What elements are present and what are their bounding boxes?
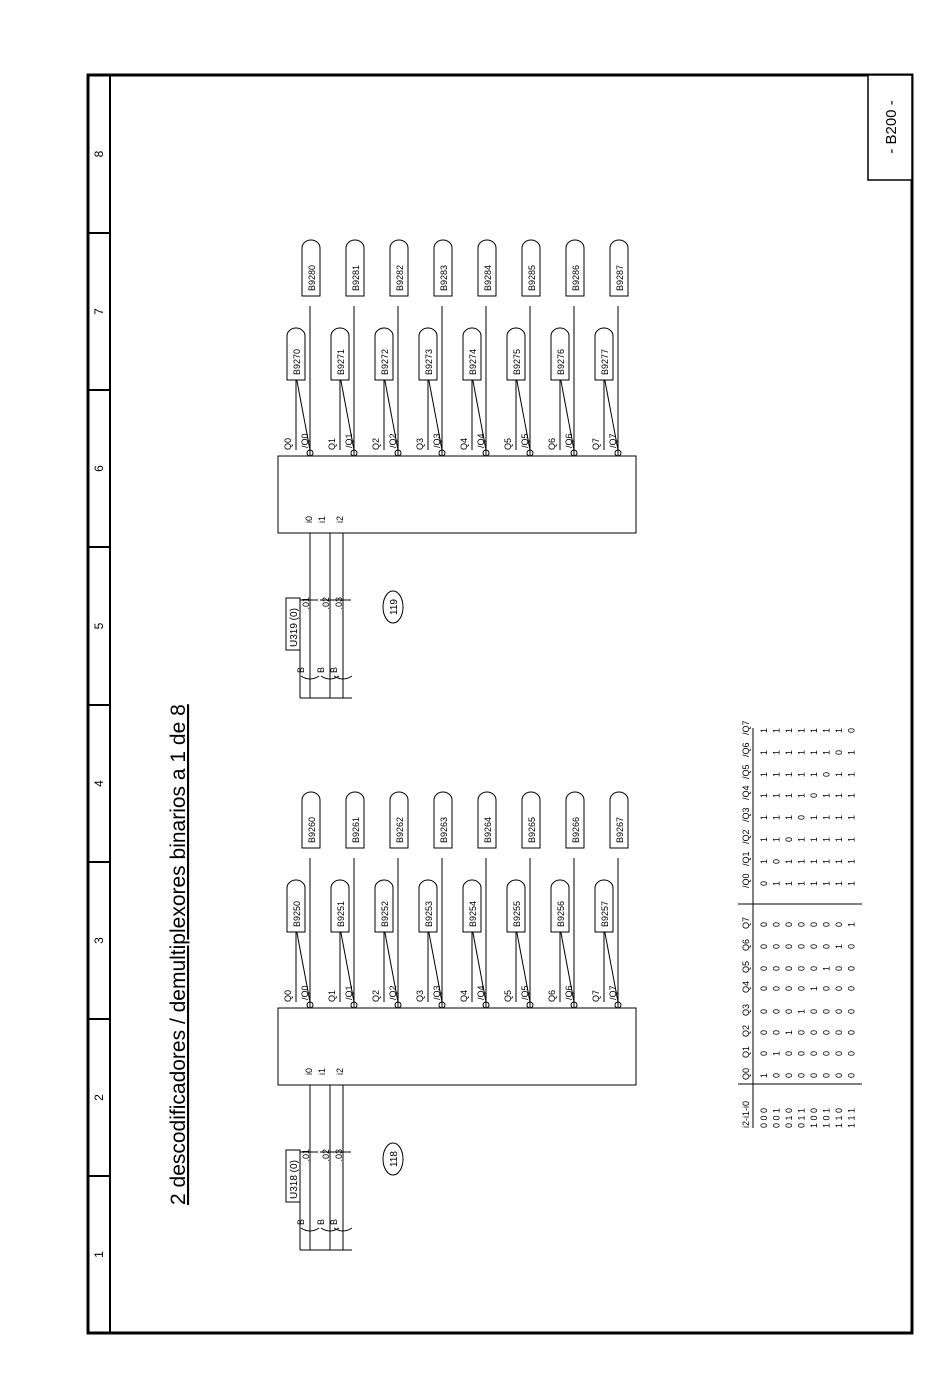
output-label-q: Q2	[371, 437, 381, 450]
truth-table-header: Q4	[741, 980, 751, 993]
truth-table-input: 1 0 0	[809, 1107, 819, 1128]
truth-table-cell: 1	[784, 771, 794, 777]
truth-table-cell: 1	[759, 858, 769, 864]
output-label-nq: /Q7	[608, 985, 618, 1000]
output-label-q: Q6	[547, 989, 557, 1002]
truth-table-cell: 0	[771, 943, 782, 949]
decoder-1	[278, 792, 636, 1250]
decoder-block	[278, 1008, 636, 1085]
truth-table-cell: 0	[771, 965, 782, 971]
truth-table-cell: 0	[821, 1050, 832, 1056]
truth-table-cell: 1	[796, 771, 807, 777]
signal-tag-label: B9273	[424, 348, 434, 375]
truth-table-header: /Q5	[741, 764, 751, 779]
truth-table-cell: 1	[796, 836, 807, 842]
output-label-nq: /Q5	[520, 433, 530, 448]
decoder-diagrams	[278, 240, 636, 1250]
truth-table-cell: 1	[834, 836, 844, 842]
zone-number: 7	[92, 308, 106, 315]
zone-number: 2	[92, 1094, 106, 1101]
truth-table-header: Q5	[741, 960, 751, 973]
input-label-i1: i1	[317, 1067, 327, 1075]
source-label: U318 (0)	[289, 1160, 300, 1199]
truth-table-cell: 1	[784, 814, 794, 820]
truth-table-cell: 0	[796, 943, 807, 949]
output-pair-4	[459, 240, 496, 456]
output-label-q: Q4	[459, 437, 469, 450]
signal-tag-label: B9252	[380, 900, 390, 927]
input-label-i2: i2	[335, 515, 345, 523]
output-label-q: Q0	[283, 437, 293, 450]
truth-table-cell: 0	[846, 1029, 857, 1035]
output-pair-4	[459, 792, 496, 1008]
truth-table-cell: 1	[846, 792, 857, 798]
output-pair-1	[327, 792, 364, 1008]
truth-table-cell: 1	[771, 771, 782, 777]
truth-table-cell: 1	[834, 943, 844, 949]
output-label-nq: /Q1	[344, 433, 354, 448]
truth-table-cell: 1	[809, 771, 819, 777]
signal-tag-label: B9261	[351, 816, 361, 843]
signal-tag-label: B9276	[556, 348, 566, 375]
truth-table-cell: 0	[771, 1072, 782, 1078]
truth-table-cell: 1	[821, 749, 832, 755]
truth-table-cell: 0	[809, 921, 819, 927]
output-pair-7	[591, 792, 628, 1008]
signal-tag-label: B9284	[483, 264, 493, 291]
truth-table-cell: 1	[784, 749, 794, 755]
truth-table-header: Q7	[741, 916, 751, 929]
output-label-q: Q2	[371, 989, 381, 1002]
truth-table-cell: 0	[846, 1050, 857, 1056]
truth-table-cell: 1	[821, 858, 832, 864]
source-pin: .03	[334, 1149, 344, 1162]
truth-table-cell: 1	[834, 792, 844, 798]
truth-table-cell: 1	[771, 727, 782, 733]
truth-table-cell: 1	[771, 749, 782, 755]
input-label-i0: i0	[304, 1067, 314, 1075]
truth-table-cell: 1	[846, 814, 857, 820]
zone-number: 3	[92, 937, 106, 944]
truth-table-cell: 1	[784, 1029, 794, 1035]
truth-table-header: /Q4	[741, 785, 751, 800]
output-pair-5	[503, 792, 540, 1008]
output-label-q: Q3	[415, 989, 425, 1002]
output-pair-6	[547, 240, 584, 456]
truth-table-cell: 0	[759, 880, 769, 886]
truth-table-cell: 1	[809, 880, 819, 886]
bus-label: B	[296, 666, 306, 674]
signal-tag-label: B9277	[600, 348, 610, 375]
truth-table-cell: 0	[834, 965, 844, 971]
truth-table-cell: 1	[809, 985, 819, 991]
signal-tag-label: B9266	[571, 816, 581, 843]
truth-table	[738, 720, 862, 1128]
output-label-nq: /Q5	[520, 985, 530, 1000]
truth-table-cell: 0	[834, 985, 844, 991]
truth-table-cell: 1	[809, 749, 819, 755]
sheet-id: - B200 -	[883, 100, 900, 154]
truth-table-cell: 0	[784, 1072, 794, 1078]
truth-table-header: Q2	[741, 1024, 751, 1037]
signal-tag-label: B9257	[600, 900, 610, 927]
truth-table-cell: 0	[796, 985, 807, 991]
output-label-nq: /Q4	[476, 985, 486, 1000]
signal-tag-label: B9250	[292, 900, 302, 927]
output-label-q: Q4	[459, 989, 469, 1002]
output-label-nq: /Q1	[344, 985, 354, 1000]
signal-tag-label: B9260	[307, 816, 317, 843]
output-label-nq: /Q4	[476, 433, 486, 448]
truth-table-input: 1 1 1	[846, 1107, 857, 1128]
output-label-nq: /Q7	[608, 433, 618, 448]
truth-table-cell: 0	[759, 921, 769, 927]
truth-table-cell: 0	[846, 985, 857, 991]
bus-label: B	[296, 1218, 306, 1226]
truth-table-input: 0 1 0	[784, 1107, 794, 1128]
truth-table-cell: 0	[846, 965, 857, 971]
truth-table-header: Q6	[741, 938, 751, 951]
truth-table-cell: 1	[759, 771, 769, 777]
truth-table-cell: 0	[809, 1072, 819, 1078]
truth-table-header: /Q6	[741, 742, 751, 757]
truth-table-cell: 0	[821, 985, 832, 991]
sheet-ref-number: 118	[389, 1151, 400, 1167]
truth-table-cell: 0	[796, 921, 807, 927]
output-label-q: Q5	[503, 437, 513, 450]
truth-table-cell: 1	[821, 792, 832, 798]
output-pair-2	[371, 240, 408, 456]
truth-table-cell: 0	[809, 792, 819, 798]
signal-tag-label: B9283	[439, 264, 449, 291]
output-label-q: Q0	[283, 989, 293, 1002]
truth-table-input: 0 0 0	[759, 1107, 769, 1128]
truth-table-cell: 0	[771, 858, 782, 864]
truth-table-header: /Q7	[741, 720, 751, 735]
truth-table-cell: 0	[834, 921, 844, 927]
signal-tag-label: B9262	[395, 816, 405, 843]
truth-table-cell: 1	[759, 814, 769, 820]
truth-table-cell: 1	[796, 792, 807, 798]
truth-table-cell: 0	[784, 985, 794, 991]
zone-number: 4	[92, 780, 106, 787]
truth-table-cell: 1	[846, 880, 857, 886]
truth-table-cell: 0	[759, 943, 769, 949]
input-label-i2: i2	[335, 1067, 345, 1075]
truth-table-cell: 1	[846, 836, 857, 842]
signal-tag-label: B9265	[527, 816, 537, 843]
truth-table-cell: 1	[834, 814, 844, 820]
output-pair-0	[283, 240, 320, 456]
zone-grid	[88, 150, 110, 1258]
truth-table-cell: 0	[796, 1050, 807, 1056]
truth-table-cell: 1	[834, 771, 844, 777]
truth-table-cell: 1	[834, 727, 844, 733]
truth-table-header: Q1	[741, 1045, 751, 1058]
truth-table-cell: 0	[834, 1029, 844, 1035]
truth-table-header: Q0	[741, 1067, 751, 1080]
truth-table-cell: 1	[759, 1072, 769, 1078]
source-pin: .02	[321, 597, 331, 610]
signal-tag-label: B9254	[468, 900, 478, 927]
truth-table-cell: 0	[796, 965, 807, 971]
signal-tag-label: B9264	[483, 816, 493, 843]
truth-table-cell: 1	[784, 727, 794, 733]
truth-table-cell: 1	[784, 792, 794, 798]
truth-table-cell: 1	[834, 880, 844, 886]
truth-table-cell: 1	[846, 858, 857, 864]
truth-table-cell: 0	[834, 1050, 844, 1056]
truth-table-cell: 0	[846, 727, 857, 733]
bus-label: B	[316, 1218, 326, 1226]
zone-number: 6	[92, 465, 106, 472]
decoder-block	[278, 456, 636, 533]
truth-table-header: /Q0	[741, 873, 751, 888]
signal-tag-label: B9286	[571, 264, 581, 291]
output-label-nq: /Q3	[432, 433, 442, 448]
output-pair-5	[503, 240, 540, 456]
truth-table-cell: 1	[821, 814, 832, 820]
output-label-q: Q7	[591, 989, 601, 1002]
output-label-nq: /Q0	[300, 985, 310, 1000]
truth-table-cell: 0	[809, 1050, 819, 1056]
truth-table-cell: 0	[784, 921, 794, 927]
source-pin: .01	[301, 597, 311, 610]
output-label-q: Q6	[547, 437, 557, 450]
source-pin: .03	[334, 597, 344, 610]
signal-tag-label: B9263	[439, 816, 449, 843]
output-pair-2	[371, 792, 408, 1008]
truth-table-cell: 1	[759, 727, 769, 733]
signal-tag-label: B9253	[424, 900, 434, 927]
source-pin: .02	[321, 1149, 331, 1162]
source-pin: .01	[301, 1149, 311, 1162]
output-label-nq: /Q2	[388, 433, 398, 448]
truth-table-cell: 0	[759, 965, 769, 971]
source-label: U319 (0)	[289, 608, 300, 647]
sheet-ref-number: 119	[389, 599, 400, 615]
truth-table-cell: 1	[821, 836, 832, 842]
output-label-q: Q7	[591, 437, 601, 450]
truth-table-header: Q3	[741, 1003, 751, 1016]
output-label-nq: /Q0	[300, 433, 310, 448]
truth-table-cell: 0	[834, 1008, 844, 1014]
signal-tag-label: B9274	[468, 348, 478, 375]
output-label-q: Q1	[327, 437, 337, 450]
signal-tag-label: B9281	[351, 264, 361, 291]
truth-table-cell: 0	[784, 1008, 794, 1014]
truth-table-cell: 1	[759, 792, 769, 798]
truth-table-cell: 0	[759, 985, 769, 991]
bus-label: B	[329, 666, 339, 674]
bus-label: B	[329, 1218, 339, 1226]
truth-table-cell: 1	[771, 836, 782, 842]
truth-table-cell: 0	[821, 1072, 832, 1078]
output-label-nq: /Q6	[564, 985, 574, 1000]
truth-table-cell: 1	[796, 858, 807, 864]
sheet-id-box	[868, 75, 912, 180]
truth-table-cell: 1	[821, 965, 832, 971]
truth-table-input: 0 1 1	[796, 1107, 807, 1128]
output-label-q: Q3	[415, 437, 425, 450]
truth-table-cell: 0	[784, 1050, 794, 1056]
truth-table-cell: 1	[821, 727, 832, 733]
truth-table-cell: 0	[821, 771, 832, 777]
output-pair-3	[415, 792, 452, 1008]
truth-table-cell: 1	[759, 836, 769, 842]
truth-table-cell: 1	[796, 880, 807, 886]
truth-table-cell: 1	[796, 749, 807, 755]
truth-table-cell: 0	[834, 749, 844, 755]
signal-tag-label: B9272	[380, 348, 390, 375]
truth-table-input: 0 0 1	[771, 1107, 782, 1128]
drawing-frame	[88, 75, 912, 1333]
truth-table-cell: 1	[759, 749, 769, 755]
truth-table-cell: 0	[821, 943, 832, 949]
truth-table-cell: 0	[809, 943, 819, 949]
truth-table-cell: 1	[846, 749, 857, 755]
truth-table-cell: 1	[796, 1008, 807, 1014]
truth-table-cell: 1	[809, 727, 819, 733]
signal-tag-label: B9282	[395, 264, 405, 291]
truth-table-cell: 0	[809, 1029, 819, 1035]
truth-table-cell: 0	[809, 1008, 819, 1014]
truth-table-cell: 0	[821, 921, 832, 927]
truth-table-cell: 0	[821, 1008, 832, 1014]
output-label-q: Q1	[327, 989, 337, 1002]
input-label-i0: i0	[304, 515, 314, 523]
sheet-title: 2 descodificadores / demultiplexores binarios a 1 de 8	[167, 704, 190, 1205]
truth-table-header: i2-i1-i0	[741, 1100, 751, 1128]
truth-table-cell: 0	[771, 921, 782, 927]
signal-tag-label: B9256	[556, 900, 566, 927]
output-label-nq: /Q6	[564, 433, 574, 448]
output-label-nq: /Q2	[388, 985, 398, 1000]
truth-table-cell: 1	[809, 858, 819, 864]
signal-tag-label: B9270	[292, 348, 302, 375]
truth-table-cell: 1	[821, 880, 832, 886]
truth-table-cell: 0	[846, 1008, 857, 1014]
output-label-nq: /Q3	[432, 985, 442, 1000]
truth-table-cell: 0	[759, 1050, 769, 1056]
truth-table-cell: 0	[834, 1072, 844, 1078]
signal-tag-label: B9280	[307, 264, 317, 291]
output-label-q: Q5	[503, 989, 513, 1002]
zone-number: 1	[92, 1251, 106, 1258]
truth-table-input: 1 1 0	[834, 1107, 844, 1128]
truth-table-cell: 1	[796, 727, 807, 733]
truth-table-cell: 1	[809, 836, 819, 842]
bus-label: B	[316, 666, 326, 674]
zone-number: 8	[92, 150, 106, 158]
output-pair-7	[591, 240, 628, 456]
truth-table-cell: 1	[809, 814, 819, 820]
output-pair-3	[415, 240, 452, 456]
signal-tag-label: B9275	[512, 348, 522, 375]
signal-tag-label: B9271	[336, 348, 346, 375]
output-pair-1	[327, 240, 364, 456]
zone-number: 5	[92, 622, 106, 630]
truth-table-cell: 0	[759, 1029, 769, 1035]
signal-tag-label: B9255	[512, 900, 522, 927]
truth-table-header: /Q1	[741, 851, 751, 866]
truth-table-cell: 1	[846, 771, 857, 777]
truth-table-cell: 0	[784, 836, 794, 842]
truth-table-cell: 0	[846, 1072, 857, 1078]
truth-table-cell: 1	[784, 858, 794, 864]
truth-table-cell: 0	[771, 1008, 782, 1014]
signal-tag-label: B9287	[615, 264, 625, 291]
truth-table-cell: 0	[771, 985, 782, 991]
truth-table-cell: 1	[771, 814, 782, 820]
truth-table-cell: 0	[796, 814, 807, 820]
truth-table-header: /Q2	[741, 829, 751, 844]
truth-table-cell: 0	[821, 1029, 832, 1035]
signal-tag-label: B9285	[527, 264, 537, 291]
truth-table-cell: 1	[771, 880, 782, 886]
truth-table-cell: 0	[771, 1029, 782, 1035]
truth-table-cell: 0	[784, 965, 794, 971]
truth-table-cell: 0	[846, 943, 857, 949]
decoder-2	[278, 240, 636, 698]
truth-table-cell: 0	[784, 943, 794, 949]
truth-table-cell: 0	[796, 1029, 807, 1035]
truth-table-cell: 0	[759, 1008, 769, 1014]
output-pair-0	[283, 792, 320, 1008]
signal-tag-label: B9251	[336, 900, 346, 927]
truth-table-cell: 1	[784, 880, 794, 886]
input-label-i1: i1	[317, 515, 327, 523]
truth-table-cell: 0	[809, 965, 819, 971]
truth-table-cell: 0	[796, 1072, 807, 1078]
truth-table-cell: 1	[771, 1050, 782, 1056]
truth-table-cell: 1	[771, 792, 782, 798]
truth-table-header: /Q3	[741, 807, 751, 822]
signal-tag-label: B9267	[615, 816, 625, 843]
truth-table-cell: 1	[846, 921, 857, 927]
truth-table-input: 1 0 1	[821, 1107, 832, 1128]
output-pair-6	[547, 792, 584, 1008]
truth-table-cell: 1	[834, 858, 844, 864]
